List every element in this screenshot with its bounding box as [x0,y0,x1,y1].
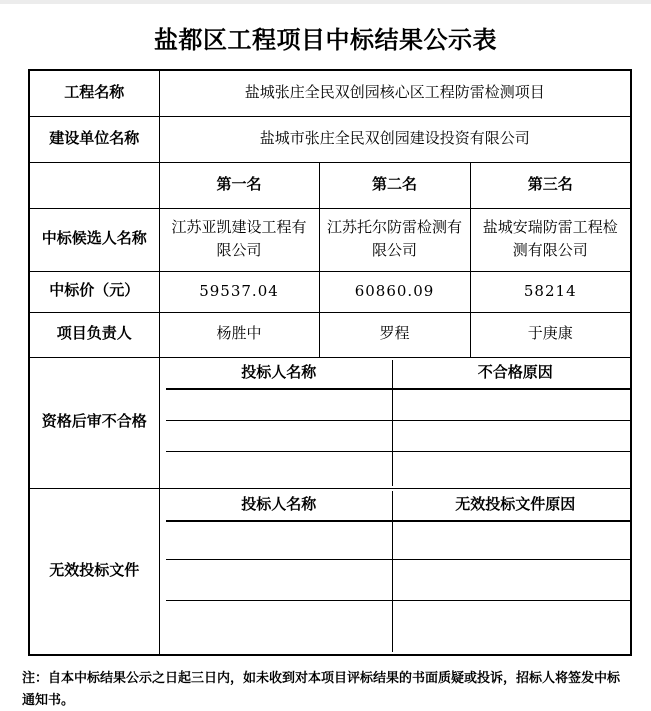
price-row [29,271,631,312]
empty-cell [166,389,393,421]
empty-cell [166,421,393,452]
invalid-section-row [29,488,631,655]
disqualified-subtable-cell [159,357,631,488]
invalid-header-row [166,491,632,521]
rank-header-row [29,162,631,208]
invalid-subtable-cell [159,488,631,655]
rank-header-third: 第三名 [470,162,631,208]
table-row [166,421,632,452]
candidate-second: 江苏托尔防雷检测有限公司 [319,208,470,271]
manager-third: 于庚康 [470,312,631,357]
footer-note: 注：自本中标结果公示之日起三日内，如未收到对本项目评标结果的书面质疑或投诉，招标人将签发中标通知书。 [22,669,621,707]
manager-row [29,312,631,357]
candidate-first: 江苏亚凯建设工程有限公司 [159,208,319,271]
table-row [166,521,632,560]
candidates-row [29,208,631,271]
empty-cell [393,560,632,601]
price-first: 59537.04 [159,271,319,312]
project-name-label: 工程名称 [29,70,159,116]
empty-cell [166,452,393,486]
invalid-subtable [166,491,632,652]
empty-cell [393,601,632,652]
table-row [166,560,632,601]
disqualified-subtable [166,360,632,486]
empty-cell [166,521,393,560]
disqualified-header-row [166,360,632,389]
bid-results-table [28,69,632,656]
window-top-strip [0,0,651,4]
manager-second: 罗程 [319,312,470,357]
disqualified-section-row [29,357,631,488]
price-label: 中标价（元） [29,271,159,312]
owner-name-label: 建设单位名称 [29,116,159,162]
disqualified-reason-header: 不合格原因 [393,360,632,389]
page-title: 盐都区工程项目中标结果公示表 [154,27,497,54]
manager-first: 杨胜中 [159,312,319,357]
disqualified-bidder-header: 投标人名称 [166,360,393,389]
invalid-reason-header: 无效投标文件原因 [393,491,632,521]
owner-name-value: 盐城市张庄全民双创园建设投资有限公司 [159,116,631,162]
rank-header-first: 第一名 [159,162,319,208]
project-name-row [29,70,631,116]
owner-name-row [29,116,631,162]
empty-cell [393,421,632,452]
empty-cell [393,452,632,486]
table-row [166,601,632,652]
candidate-third: 盐城安瑞防雷工程检测有限公司 [470,208,631,271]
empty-cell [393,521,632,560]
price-second: 60860.09 [319,271,470,312]
manager-label: 项目负责人 [29,312,159,357]
candidates-label: 中标候选人名称 [29,208,159,271]
table-row [166,452,632,486]
rank-header-second: 第二名 [319,162,470,208]
empty-cell [393,389,632,421]
empty-cell [166,560,393,601]
project-name-value: 盐城张庄全民双创园核心区工程防雷检测项目 [159,70,631,116]
price-third: 58214 [470,271,631,312]
invalid-label: 无效投标文件 [29,488,159,655]
rank-header-spacer [29,162,159,208]
disqualified-label: 资格后审不合格 [29,357,159,488]
invalid-bidder-header: 投标人名称 [166,491,393,521]
table-row [166,389,632,421]
empty-cell [166,601,393,652]
